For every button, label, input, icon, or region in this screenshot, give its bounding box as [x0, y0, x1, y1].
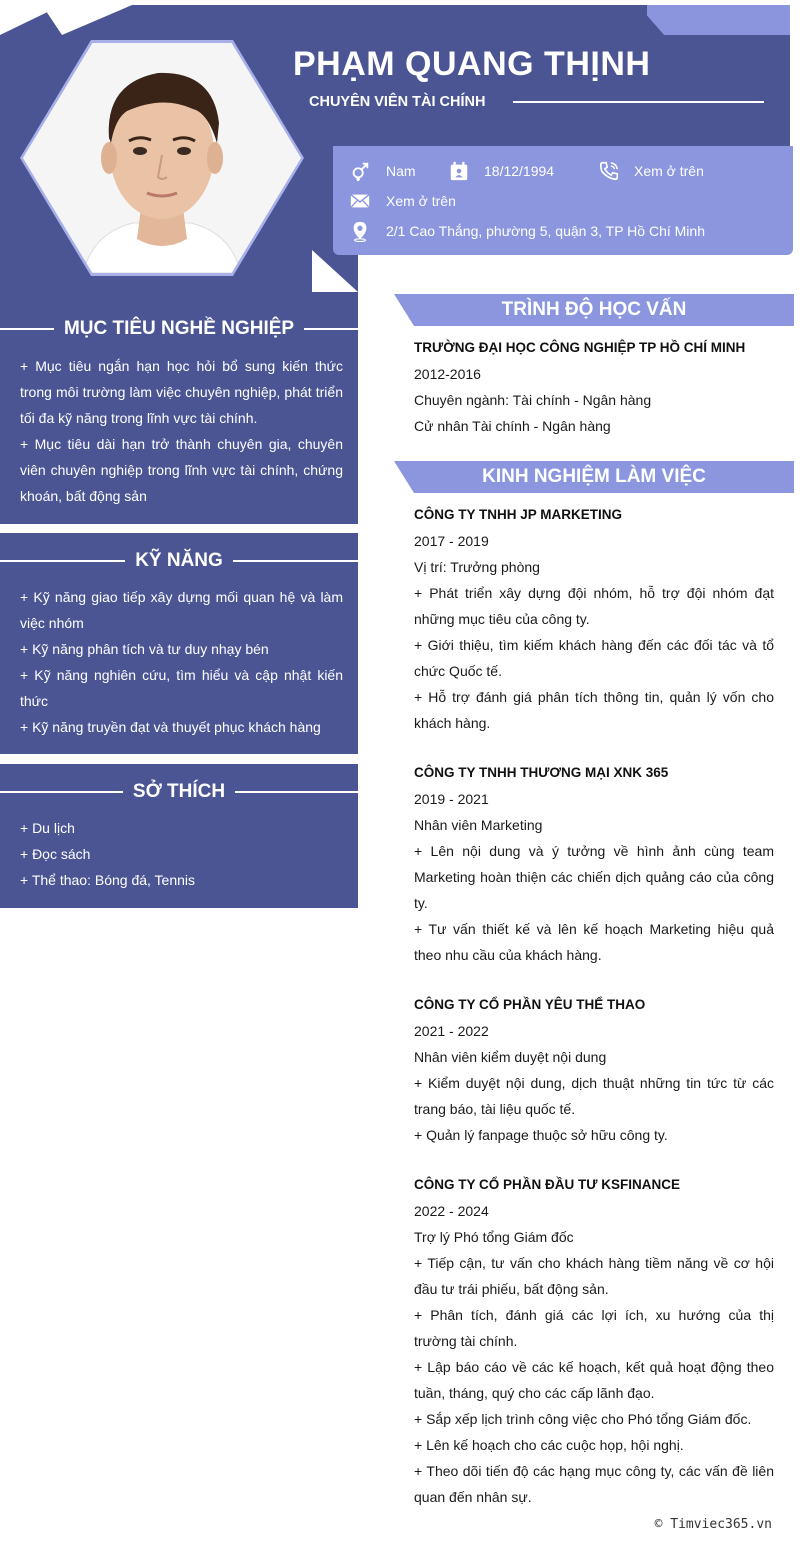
job-role: Vị trí: Trưởng phòng	[414, 559, 540, 575]
skills-section	[0, 533, 358, 754]
company-name: CÔNG TY CỔ PHẦN YÊU THỂ THAO	[414, 997, 646, 1012]
section-title-skills: KỸ NĂNG	[125, 550, 233, 571]
section-title-education: TRÌNH ĐỘ HỌC VẤN	[501, 299, 687, 320]
header-accent-corner	[647, 5, 790, 35]
job-period: 2019 - 2021	[414, 791, 489, 807]
job-detail: + Hỗ trợ đánh giá phân tích thông tin, quản lý vốn cho khách hàng.	[414, 689, 774, 731]
hobby-line: + Đọc sách	[20, 846, 91, 862]
hobbies-section	[0, 764, 358, 908]
job-title-divider	[513, 101, 764, 103]
birthday-value: 18/12/1994	[484, 163, 555, 179]
education-major: Chuyên ngành: Tài chính - Ngân hàng	[414, 392, 652, 408]
objective-line: + Mục tiêu dài hạn trở thành chuyên gia, chuyên viên chuyên nghiệp trong lĩnh vực tài chính, chứng khoán, bất động sản	[20, 436, 343, 504]
mail-icon	[349, 190, 371, 212]
job-detail: + Phát triển xây dựng đội nhóm, hỗ trợ đội nhóm đạt những mục tiêu của công ty.	[414, 585, 774, 627]
experience-body	[414, 502, 774, 1510]
company-name: CÔNG TY TNHH THƯƠNG MẠI XNK 365	[414, 765, 669, 780]
calendar-icon	[448, 160, 470, 182]
objective-line: + Mục tiêu ngắn hạn học hỏi bổ sung kiến thức trong môi trường làm việc chuyên nghiệp, phát triển tối đa kỹ năng trong lĩnh vực tài chính.	[20, 358, 343, 426]
job-detail: + Lên kế hoạch cho các cuộc họp, hội nghị.	[414, 1437, 684, 1453]
job-detail: + Giới thiệu, tìm kiếm khách hàng đến các đối tác và tổ chức Quốc tế.	[414, 637, 774, 679]
job-detail: + Tiếp cận, tư vấn cho khách hàng tiềm năng về cơ hội đầu tư trái phiếu, bất động sản.	[414, 1255, 774, 1297]
location-pin-icon	[349, 220, 371, 242]
company-name: CÔNG TY TNHH JP MARKETING	[414, 507, 623, 522]
job-detail: + Theo dõi tiến độ các hạng mục công ty, các vấn đề liên quan đến nhân sự.	[414, 1463, 774, 1505]
job-period: 2017 - 2019	[414, 533, 489, 549]
phone-icon	[598, 160, 620, 182]
email-value: Xem ở trên	[386, 193, 456, 209]
job-period: 2022 - 2024	[414, 1203, 489, 1219]
hobby-line: + Du lịch	[20, 820, 75, 836]
candidate-name: PHẠM QUANG THỊNH	[293, 45, 651, 83]
education-body	[414, 335, 774, 439]
gender-value: Nam	[386, 163, 416, 179]
left-column-cut	[312, 250, 358, 292]
job-period: 2021 - 2022	[414, 1023, 489, 1039]
education-degree: Cử nhân Tài chính - Ngân hàng	[414, 418, 611, 434]
job-detail: + Quản lý fanpage thuộc sở hữu công ty.	[414, 1127, 668, 1143]
job-title: CHUYÊN VIÊN TÀI CHÍNH	[309, 94, 486, 110]
job-detail: + Tư vấn thiết kế và lên kế hoạch Marketing hiệu quả theo nhu cầu của khách hàng.	[414, 921, 774, 963]
objective-section	[0, 292, 358, 524]
skill-line: + Kỹ năng nghiên cứu, tìm hiểu và cập nhật kiến thức	[20, 667, 343, 709]
job-role: Nhân viên Marketing	[414, 817, 543, 833]
watermark: © Timviec365.vn	[654, 1517, 772, 1532]
header-wedge	[42, 5, 132, 35]
section-title-hobbies: SỞ THÍCH	[123, 781, 235, 802]
job-detail: + Phân tích, đánh giá các lợi ích, xu hướng của thị trường tài chính.	[414, 1307, 774, 1349]
job-role: Nhân viên kiểm duyệt nội dung	[414, 1049, 607, 1065]
skill-line: + Kỹ năng truyền đạt và thuyết phục khách hàng	[20, 719, 321, 735]
school-name: TRƯỜNG ĐẠI HỌC CÔNG NGHIỆP TP HỒ CHÍ MINH	[414, 340, 746, 355]
skill-line: + Kỹ năng phân tích và tư duy nhạy bén	[20, 641, 269, 657]
section-title-objective: MỤC TIÊU NGHỀ NGHIỆP	[54, 318, 304, 339]
job-role: Trợ lý Phó tổng Giám đốc	[414, 1229, 574, 1245]
section-title-experience: KINH NGHIỆM LÀM VIỆC	[482, 466, 706, 487]
job-detail: + Lên nội dung và ý tưởng về hình ảnh cùng team Marketing hoàn thiện các chiến dịch quảng cáo của công ty.	[414, 843, 774, 911]
skill-line: + Kỹ năng giao tiếp xây dựng mối quan hệ và làm việc nhóm	[20, 589, 343, 631]
hobby-line: + Thể thao: Bóng đá, Tennis	[20, 872, 196, 888]
company-name: CÔNG TY CỔ PHẦN ĐẦU TƯ KSFINANCE	[414, 1177, 680, 1192]
job-detail: + Lập báo cáo về các kế hoạch, kết quả hoạt động theo tuần, tháng, quý cho các cấp lãnh đạo.	[414, 1359, 774, 1401]
phone-value: Xem ở trên	[634, 163, 704, 179]
job-detail: + Kiểm duyệt nội dung, dịch thuật những tin tức từ các trang báo, tài liệu quốc tế.	[414, 1075, 774, 1117]
job-detail: + Sắp xếp lịch trình công việc cho Phó tổng Giám đốc.	[414, 1411, 752, 1427]
education-period: 2012-2016	[414, 366, 481, 382]
gender-icon	[349, 160, 371, 182]
address-value: 2/1 Cao Thắng, phường 5, quận 3, TP Hồ Chí Minh	[386, 223, 705, 239]
